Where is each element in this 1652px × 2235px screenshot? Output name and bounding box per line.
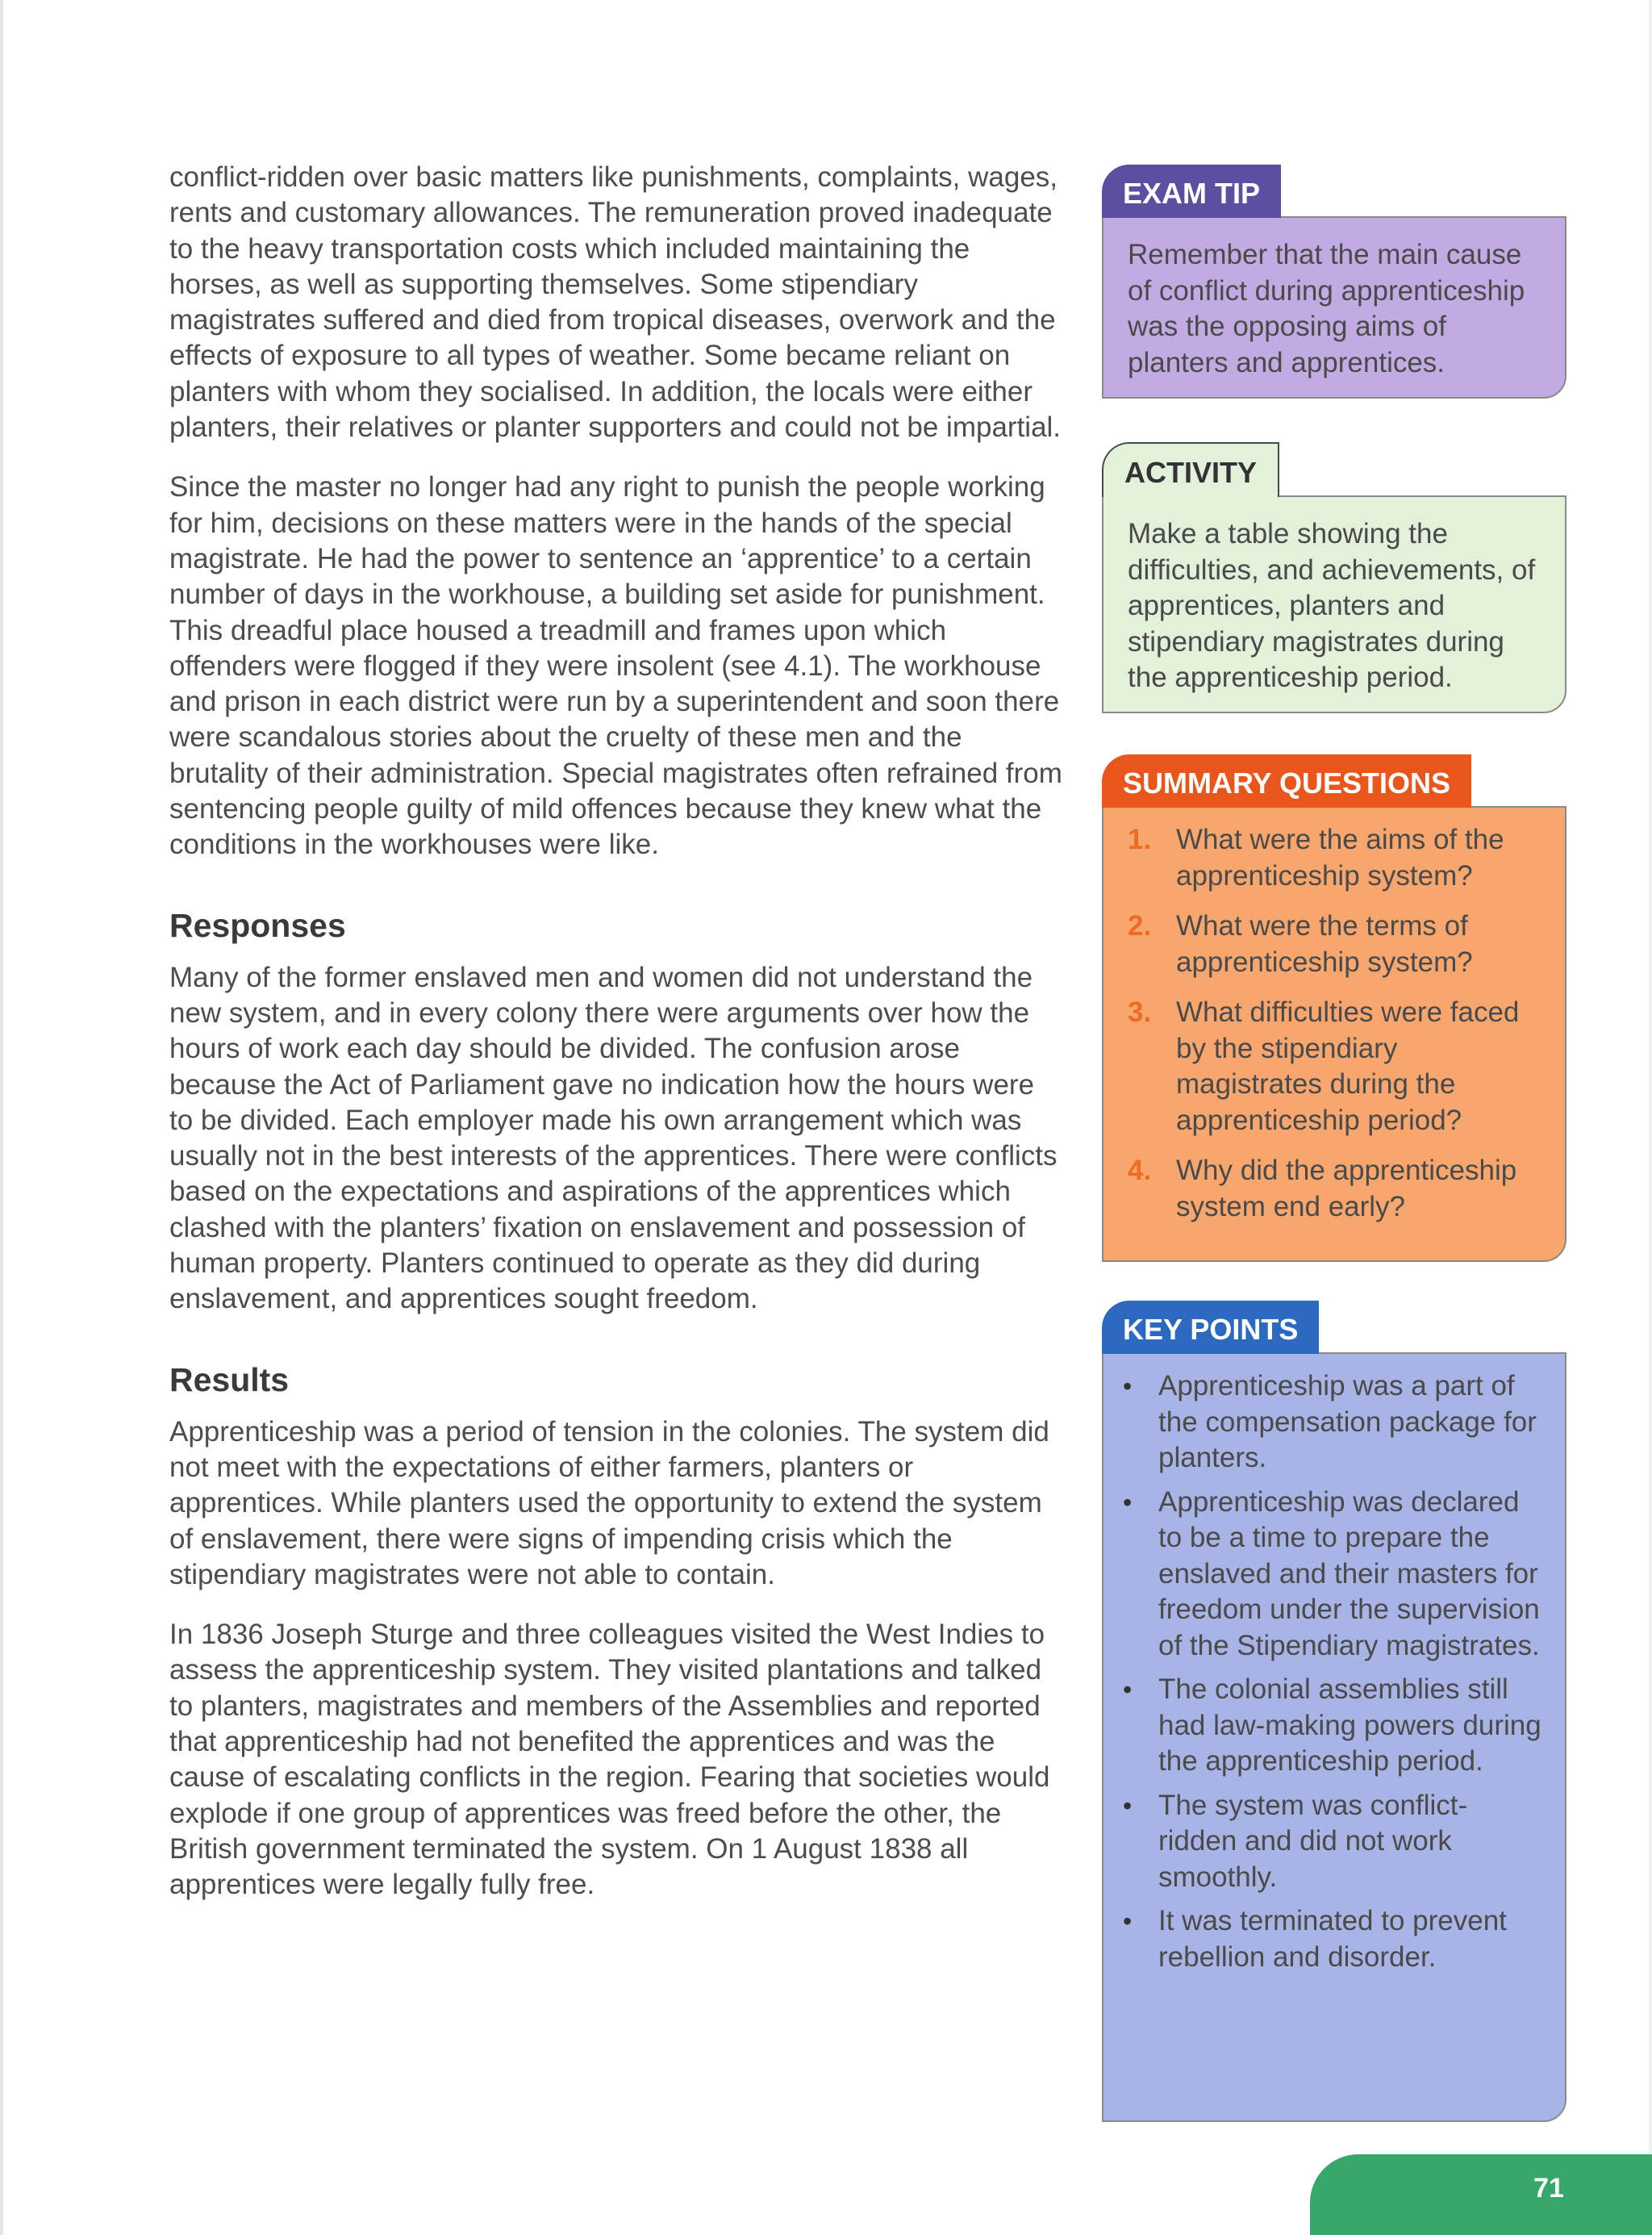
question-number: 1. bbox=[1128, 824, 1152, 855]
paragraph-3: Many of the former enslaved men and women did not understand the new system, and in every colony there were arguments over how the hours of work each day should be divided. The confusion arose because the Act of Parliament gave no indication how the hours were to be divided. Each employer made his own arrangement which was usually not in the best interests of the apprentices. There were conflicts based on the expectations and aspirations of the apprentices which clashed with the planters’ fixation on enslavement and possession of human property. Planters continued to operate as they did during enslavement, and apprentices sought freedom. bbox=[169, 961, 1058, 1315]
key-point-item bbox=[1123, 1672, 1544, 1780]
exam-tip-title: EXAM TIP bbox=[1102, 165, 1281, 218]
key-point-text: The colonial assemblies still had law-making powers during the apprenticeship period. bbox=[1158, 1673, 1541, 1777]
key-points-box bbox=[1102, 1301, 1566, 2122]
bullet-icon: • bbox=[1123, 1790, 1133, 1820]
main-column bbox=[169, 160, 1065, 1927]
page-edge-right bbox=[1649, 0, 1652, 2235]
key-point-text: Apprenticeship was declared to be a time to prepare the enslaved and their masters for freedom under the supervision of the Stipendiary magistrates. bbox=[1158, 1485, 1540, 1661]
question-number: 3. bbox=[1128, 996, 1152, 1028]
paragraph-2: Since the master no longer had any right to punish the people working for him, decisions on these matters were in the hands of the special magistrate. He had the power to sentence an ‘apprentice’ to a certain number of days in the workhouse, a building set aside for punishment. This dreadful place housed a treadmill and frames upon which offenders were flogged if they were insolent (see 4.1). The workhouse and prison in each district were run by a superintendent and soon there were scandalous stories about the cruelty of these men and the brutality of their administration. Special magistrates often refrained from sentencing people guilty of mild offences because they knew what the conditions in the workhouses were like. bbox=[169, 471, 1062, 861]
page-number-tab bbox=[1310, 2154, 1652, 2235]
key-point-item bbox=[1123, 1368, 1544, 1477]
question-text: What difficulties were faced by the stipendiary magistrates during the apprenticeship period? bbox=[1176, 996, 1520, 1136]
bullet-icon: • bbox=[1123, 1675, 1133, 1704]
key-point-text: Apprenticeship was a part of the compensation package for planters. bbox=[1158, 1370, 1537, 1473]
question-text: Why did the apprenticeship system end early? bbox=[1176, 1155, 1517, 1222]
heading-results: Results bbox=[169, 1360, 290, 1398]
activity-panel bbox=[1102, 495, 1566, 713]
paragraph-4: Apprenticeship was a period of tension in the colonies. The system did not meet with the expectations of either farmers, planters or apprentices. While planters used the opportunity to extend the system of enslavement, there were signs of impending crisis which the stipendiary magistrates were not able to contain. bbox=[169, 1415, 1049, 1590]
key-point-text: The system was conflict-ridden and did not work smoothly. bbox=[1158, 1789, 1468, 1893]
paragraph-1: conflict-ridden over basic matters like punishments, complaints, wages, rents and customary allowances. The remuneration proved inadequate to the heavy transportation costs which included maintaining the horses, as well as supporting themselves. Some stipendiary magistrates suffered and died from tropical diseases, overwork and the effects of exposure to all types of weather. Some became reliant on planters with whom they socialised. In addition, the locals were either planters, their relatives or planter supporters and could not be impartial. bbox=[169, 161, 1062, 444]
activity-title: ACTIVITY bbox=[1102, 442, 1279, 497]
key-point-item bbox=[1123, 1788, 1544, 1896]
summary-questions-title: SUMMARY QUESTIONS bbox=[1102, 754, 1471, 808]
exam-tip-box bbox=[1102, 165, 1566, 399]
bullet-icon: • bbox=[1123, 1487, 1133, 1517]
question-text: What were the terms of apprenticeship system? bbox=[1176, 910, 1473, 978]
page-edge bbox=[0, 0, 3, 2235]
summary-questions-box bbox=[1102, 754, 1566, 1262]
bullet-icon: • bbox=[1123, 1907, 1133, 1936]
exam-tip-panel bbox=[1102, 216, 1566, 399]
page-number: 71 bbox=[1533, 2173, 1564, 2204]
question-item bbox=[1128, 995, 1544, 1138]
key-point-item bbox=[1123, 1485, 1544, 1665]
activity-text: Make a table showing the difficulties, and achievements, of apprentices, planters and stipendiary magistrates during the apprenticeship period. bbox=[1128, 518, 1536, 693]
question-item bbox=[1128, 909, 1544, 980]
key-point-text: It was terminated to prevent rebellion and disorder. bbox=[1158, 1905, 1507, 1973]
heading-responses: Responses bbox=[169, 906, 346, 944]
bullet-icon: • bbox=[1123, 1372, 1133, 1401]
summary-questions-panel bbox=[1102, 806, 1566, 1262]
question-number: 4. bbox=[1128, 1155, 1152, 1186]
question-number: 2. bbox=[1128, 910, 1152, 942]
key-point-item bbox=[1123, 1903, 1544, 1975]
question-item bbox=[1128, 822, 1544, 894]
question-text: What were the aims of the apprenticeship system? bbox=[1176, 824, 1504, 892]
activity-box bbox=[1102, 442, 1566, 713]
key-points-panel bbox=[1102, 1352, 1566, 2122]
key-points-title: KEY POINTS bbox=[1102, 1301, 1319, 1354]
question-item bbox=[1128, 1153, 1544, 1225]
exam-tip-text: Remember that the main cause of conflict during apprenticeship was the opposing aims of planters and apprentices. bbox=[1128, 239, 1525, 378]
paragraph-5: In 1836 Joseph Sturge and three colleagues visited the West Indies to assess the apprenticeship system. They visited plantations and talked to planters, magistrates and members of the Assemblies and reported that apprenticeship had not benefited the apprentices and was the cause of escalating conflicts in the region. Fearing that societies would explode if one group of apprentices was freed before the other, the British government terminated the system. On 1 August 1838 all apprentices were legally fully free. bbox=[169, 1619, 1050, 1901]
